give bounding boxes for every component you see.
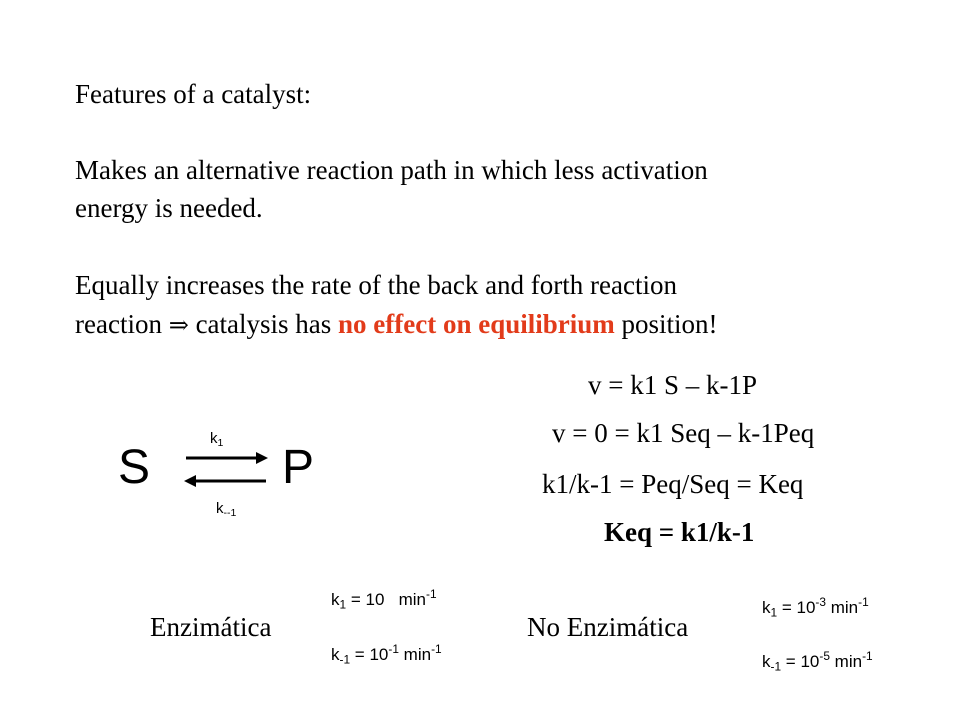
highlight-no-effect: no effect on equilibrium [338, 309, 615, 339]
equation-keq-ratio: k1/k-1 = Peq/Seq = Keq [542, 469, 804, 499]
paragraph-2-line-2 [75, 306, 718, 343]
equation-keq-definition: Keq = k1/k-1 [604, 517, 755, 547]
non-enzymatic-k1: $k_1 = 10^{-3}$ $\min^{-1}$ [762, 594, 869, 620]
k-forward-label: $k_1$ [210, 430, 224, 450]
paragraph-2-end: position! [621, 309, 718, 339]
product-p: P [282, 441, 315, 494]
paragraph-1-line-1: Makes an alternative reaction path in which less activation [75, 155, 708, 185]
k-reverse-label: $k_{--1}$ [216, 500, 237, 520]
non-enzymatic-k-minus-1: $k_{-1} = 10^{-5}$ $\min^{-1}$ [762, 648, 873, 674]
paragraph-2-line-1: Equally increases the rate of the back and forth reaction [75, 270, 677, 300]
implies-symbol: ⇒ [168, 311, 189, 339]
paragraph-2-mid: catalysis has [195, 309, 332, 339]
substrate-s: S [118, 441, 151, 494]
heading: Features of a catalyst: [75, 79, 312, 109]
non-enzymatic-label: No Enzimática [527, 612, 689, 642]
enzymatic-k-minus-1: $k_{-1} = 10^{-1}$ $\min^{-1}$ [331, 641, 442, 667]
paragraph-1-line-2: energy is needed. [75, 193, 263, 223]
enzymatic-k1: $k_1 = 10$ $\min^{-1}$ [331, 586, 437, 612]
paragraph-2-start: reaction [75, 309, 162, 339]
enzymatic-label: Enzimática [150, 612, 272, 642]
equilibrium-arrows-icon [176, 448, 276, 490]
equation-rate: v = k1 S – k-1P [588, 370, 758, 400]
equation-equilibrium-rate: v = 0 = k1 Seq – k-1Peq [552, 418, 815, 448]
